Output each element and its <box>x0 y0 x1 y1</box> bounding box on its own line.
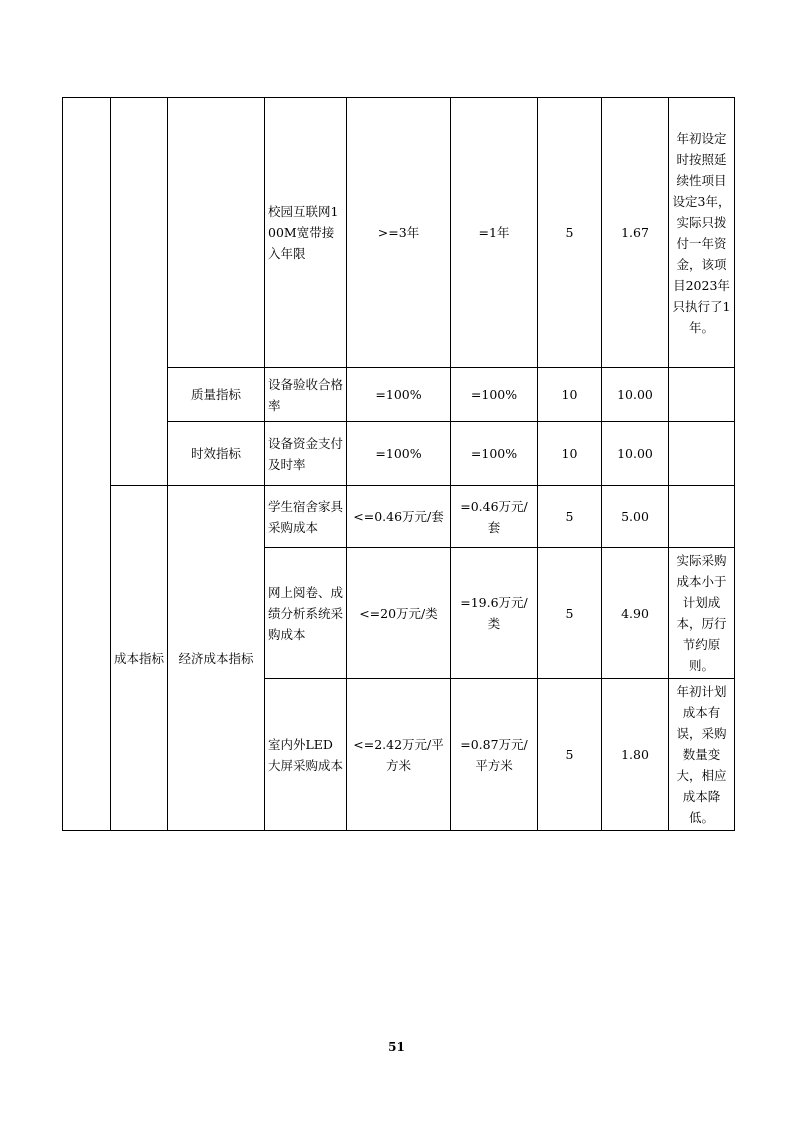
weight-cell: 5 <box>538 98 602 368</box>
score-cell: 5.00 <box>602 486 669 548</box>
level2-cell <box>111 98 168 486</box>
target-cell: >=3年 <box>347 98 451 368</box>
note-cell: 实际采购成本小于计划成本，厉行节约原则。 <box>669 548 735 679</box>
indicator-cell: 学生宿舍家具采购成本 <box>265 486 347 548</box>
weight-cell: 5 <box>538 486 602 548</box>
weight-cell: 5 <box>538 679 602 831</box>
indicator-cell: 校园互联网100M宽带接入年限 <box>265 98 347 368</box>
target-cell: <=0.46万元/套 <box>347 486 451 548</box>
level1-cell <box>63 98 111 831</box>
score-cell: 1.80 <box>602 679 669 831</box>
level3-cell: 时效指标 <box>168 422 265 486</box>
indicator-cell: 设备验收合格率 <box>265 368 347 422</box>
table-row <box>63 486 735 548</box>
actual-cell: =100% <box>451 368 538 422</box>
level3-cell <box>168 98 265 368</box>
actual-cell: =0.46万元/套 <box>451 486 538 548</box>
score-cell: 4.90 <box>602 548 669 679</box>
weight-cell: 10 <box>538 422 602 486</box>
weight-cell: 5 <box>538 548 602 679</box>
level3-cell: 质量指标 <box>168 368 265 422</box>
indicator-cell: 室内外LED大屏采购成本 <box>265 679 347 831</box>
note-cell: 年初设定时按照延续性项目设定3年，实际只拨付一年资金，该项目2023年只执行了1年。 <box>669 98 735 368</box>
note-cell <box>669 368 735 422</box>
performance-indicator-table <box>62 97 735 831</box>
indicator-cell: 设备资金支付及时率 <box>265 422 347 486</box>
score-cell: 10.00 <box>602 422 669 486</box>
indicator-cell: 网上阅卷、成绩分析系统采购成本 <box>265 548 347 679</box>
note-cell: 年初计划成本有误，采购数量变大，相应成本降低。 <box>669 679 735 831</box>
actual-cell: =19.6万元/类 <box>451 548 538 679</box>
level2-cell: 成本指标 <box>111 486 168 831</box>
score-cell: 10.00 <box>602 368 669 422</box>
note-cell <box>669 422 735 486</box>
table-row <box>63 98 735 368</box>
actual-cell: =1年 <box>451 98 538 368</box>
target-cell: <=2.42万元/平方米 <box>347 679 451 831</box>
weight-cell: 10 <box>538 368 602 422</box>
page-number: 51 <box>388 1040 405 1054</box>
note-cell <box>669 486 735 548</box>
actual-cell: =0.87万元/平方米 <box>451 679 538 831</box>
score-cell: 1.67 <box>602 98 669 368</box>
target-cell: =100% <box>347 422 451 486</box>
level3-cell: 经济成本指标 <box>168 486 265 831</box>
target-cell: <=20万元/类 <box>347 548 451 679</box>
target-cell: =100% <box>347 368 451 422</box>
actual-cell: =100% <box>451 422 538 486</box>
